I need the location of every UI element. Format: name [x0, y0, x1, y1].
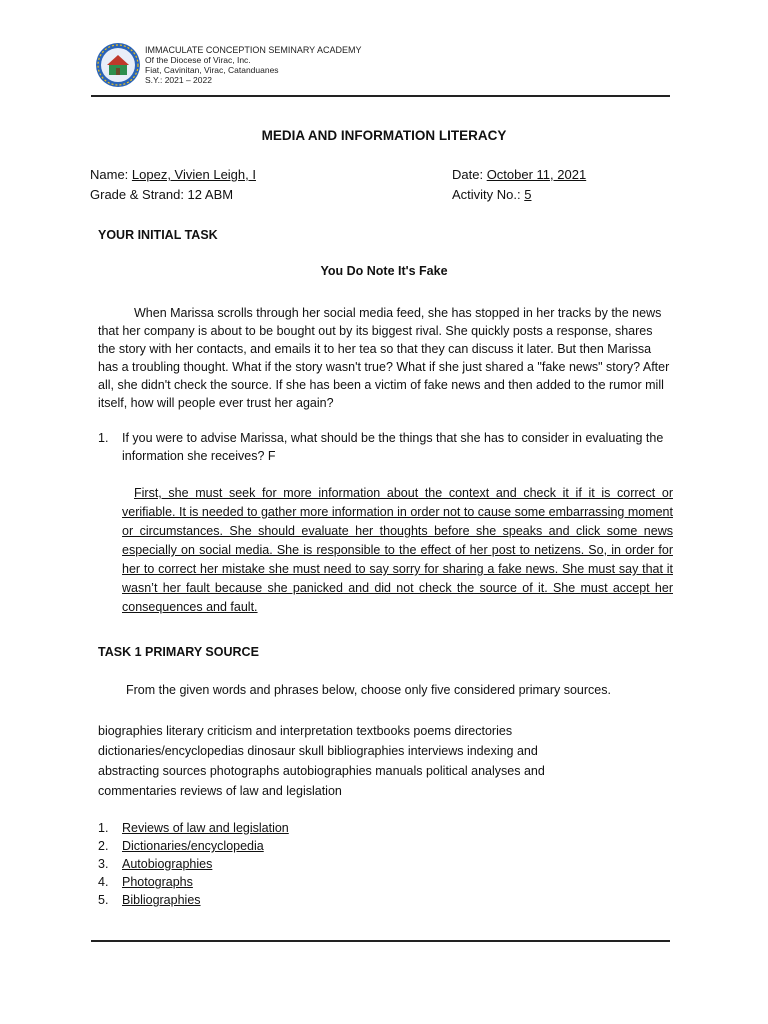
list-item: 5. Bibliographies [98, 893, 201, 907]
list-item: 2. Dictionaries/encyclopedia [98, 839, 264, 853]
answer-list [98, 819, 289, 909]
initial-task-heading: YOUR INITIAL TASK [98, 228, 218, 242]
date-label: Date: [452, 167, 487, 182]
task1-instruction: From the given words and phrases below, choose only five considered primary sources. [126, 683, 611, 697]
list-item: 4. Photographs [98, 875, 193, 889]
school-seal-icon [95, 42, 141, 88]
date-value: October 11, 2021 [486, 167, 587, 182]
list-item: 3. Autobiographies [98, 857, 213, 871]
school-address: Fiat, Cavinitan, Virac, Catanduanes [145, 65, 279, 75]
name-label: Name: [90, 167, 132, 182]
activity-field [452, 187, 531, 202]
date-field [452, 167, 586, 182]
name-value: Lopez, Vivien Leigh, I [131, 167, 256, 182]
story-title: You Do Note It's Fake [320, 264, 448, 278]
question-1 [98, 429, 670, 465]
header-divider [91, 95, 670, 97]
question-text: If you were to advise Marissa, what should be the things that she has to consider in evaluating the information she receives? F [122, 431, 664, 463]
word-bank: biographies literary criticism and interpretation textbooks poems directories dictionaries/encyclopedias dinosaur skull bibliographies interviews indexing and abstracting sources photographs autobiographies manuals political analyses and commentaries reviews of law and legislation [98, 724, 545, 798]
story-paragraph: When Marissa scrolls through her social media feed, she has stopped in her tracks by the news that her company is about to be bought out by its biggest rival. She quickly posts a response, shares the story with her contacts, and emails it to her tea so that they can discuss it later. But then Marissa has a troubling thought. What if the story wasn't true? What if she just shared a "fake news" story? After all, she didn't check the source. If she has been a victim of fake news and then added to the rumor mill itself, how will people ever trust her again? [98, 306, 670, 410]
activity-label: Activity No.: [452, 187, 525, 202]
activity-value: 5 [524, 187, 532, 202]
page-title: MEDIA AND INFORMATION LITERACY [261, 128, 507, 143]
school-info [145, 45, 362, 85]
school-year: S.Y.: 2021 – 2022 [145, 75, 212, 85]
answer-paragraph: First, she must seek for more information about the context and check it if it is correct or verifiable. It is needed to gather more information in order not to cause some embarrassing moment or circumstances. She should evaluate her thoughts before she speaks and click some news especially on social media. She is responsible to the effect of her post to netizens. So, in order for her to correct her mistake she must need to say sorry for sharing a fake news. She must say that it wasn’t her fault because she panicked and did not check the source of it. She must accept her consequences and fault. [122, 486, 673, 614]
footer-divider [91, 940, 670, 942]
question-number: 1. [98, 431, 109, 445]
list-item: 1. Reviews of law and legislation [98, 821, 289, 835]
grade-strand: Grade & Strand: 12 ABM [90, 187, 234, 202]
school-diocese: Of the Diocese of Virac, Inc. [145, 55, 251, 65]
task1-heading: TASK 1 PRIMARY SOURCE [98, 645, 259, 659]
name-field [90, 167, 256, 182]
school-name: IMMACULATE CONCEPTION SEMINARY ACADEMY [145, 45, 362, 55]
